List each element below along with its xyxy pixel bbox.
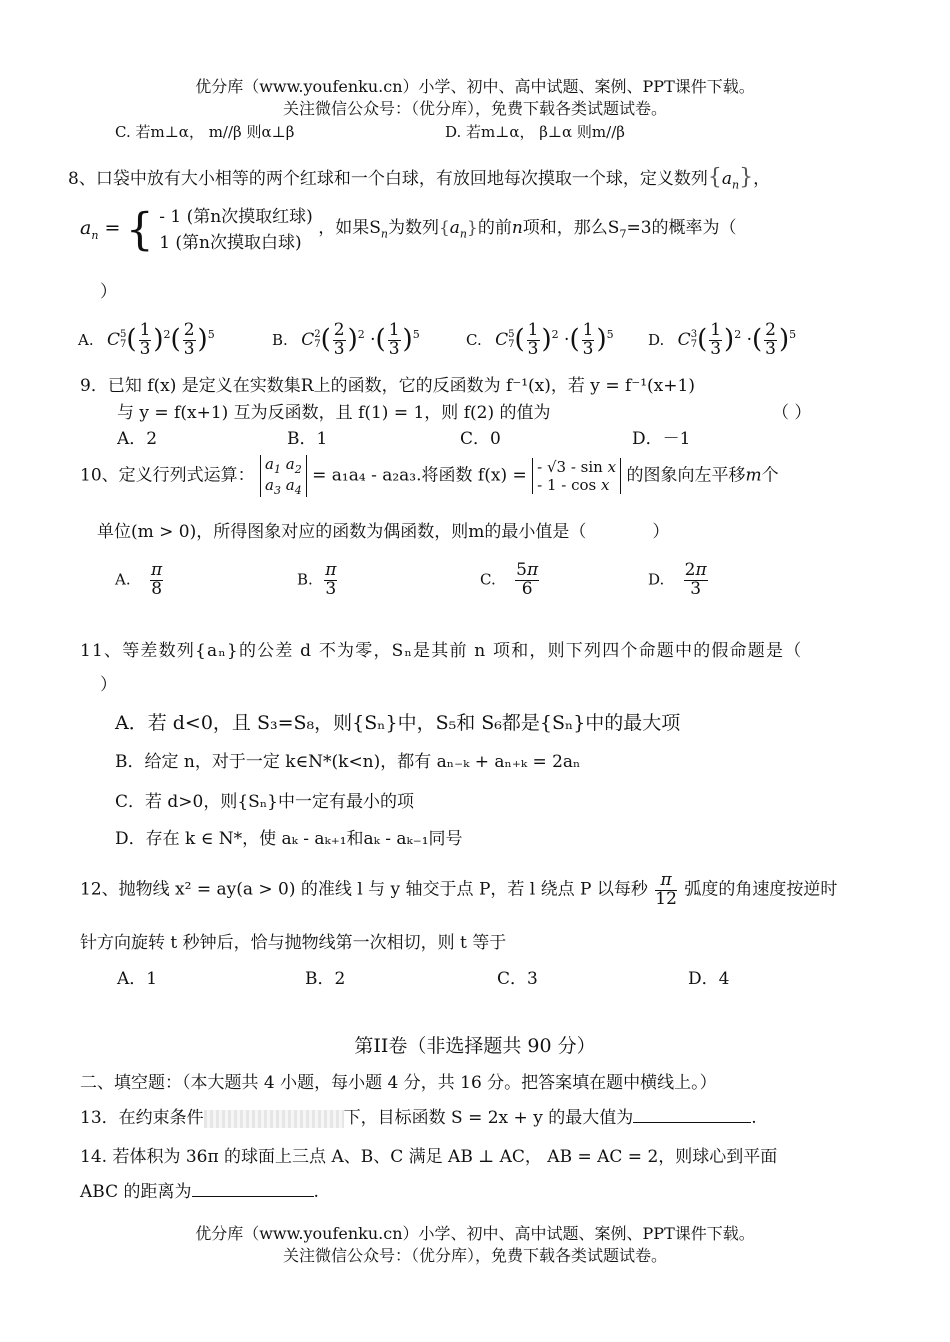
q12-option-c: C．3: [497, 969, 538, 989]
q12-line-1: 12、抛物线 x² = ay(a > 0) 的准线 l 与 y 轴交于点 P，若 l 绕点 P 以每秒 $\frac{\pi}{12}$ 弧度的角速度按逆时: [80, 870, 838, 909]
q11-option-a: A．若 d<0，且 S₃=S₈，则{Sₙ}中，S₅和 S₆都是{Sₙ}中的最大项: [115, 712, 681, 734]
q8-stem: 8、口袋中放有大小相等的两个红球和一个白球，有放回地每次摸取一个球，定义数列$\{a_n\}$，: [68, 165, 771, 192]
footer-line-2: 关注微信公众号：（优分库），免费下载各类试题试卷。: [282, 1246, 667, 1265]
constraint-image: [204, 1110, 344, 1128]
q8-option-b: B. C 2 7 ( $\frac{2}{3}$ )$^2$ ·( $\frac{1}{3}$ )$^5$: [272, 320, 420, 359]
q12-option-b: B．2: [305, 969, 346, 989]
q9-option-d: D．－1: [632, 429, 691, 449]
q11-option-c: C．若 d>0，则{Sₙ}中一定有最小的项: [115, 792, 414, 812]
q8-option-d: D. C 3 7 ( $\frac{1}{3}$ )$^2$ ·( $\frac{2}{3}$ )$^5$: [648, 320, 797, 359]
part2-title: 第II卷（非选择题共 90 分）: [354, 1035, 596, 1057]
q7-option-d: D. 若m⊥α， β⊥α 则m//β: [445, 123, 625, 141]
q12-line-2: 针方向旋转 t 秒钟后，恰与抛物线第一次相切，则 t 等于: [80, 933, 507, 953]
q8-option-c: C. C 5 7 ( $\frac{1}{3}$ )$^2$ ·( $\frac{1}{3}$ )$^5$: [466, 320, 614, 359]
q11-close-paren: ）: [100, 675, 117, 695]
q9-option-b: B．1: [287, 429, 328, 449]
q8-close-paren: ）: [100, 282, 117, 302]
q12-option-a: A．1: [117, 969, 158, 989]
part2-section-header: 二、填空题：（本大题共 4 小题，每小题 4 分，共 16 分。把答案填在题中横线上。）: [80, 1073, 717, 1093]
q10-option-d: D. $\frac{2\pi}{3}$: [648, 560, 707, 599]
q9-line-2: 与 y = f(x+1) 互为反函数，且 f(1) = 1，则 f(2) 的值为: [117, 403, 551, 423]
footer-line-1: 优分库（www.youfenku.cn）小学、初中、高中试题、案例、PPT课件下载。: [195, 1224, 755, 1243]
header-line-1: 优分库（www.youfenku.cn）小学、初中、高中试题、案例、PPT课件下载。: [195, 77, 755, 96]
q10-option-a: A. $\frac{\pi}{8}$: [115, 560, 163, 599]
q8-option-a: A. C 5 7 ( $\frac{1}{3}$ )$^2$( $\frac{2}{3}$ )$^5$: [78, 320, 215, 359]
q10-line-2: 单位(m > 0)，所得图象对应的函数为偶函数，则m的最小值是（ ）: [97, 522, 670, 542]
q9-option-a: A．2: [117, 429, 158, 449]
q9-line-1: 9．已知 f(x) 是定义在实数集R上的函数，它的反函数为 f⁻¹(x)，若 y = f⁻¹(x+1): [80, 376, 695, 396]
q11-stem: 11、等差数列{aₙ}的公差 d 不为零，Sₙ是其前 n 项和，则下列四个命题中的假命题是（: [80, 641, 803, 661]
q13-line: 13．在约束条件 下，目标函数 S = 2x + y 的最大值为 .: [80, 1108, 757, 1128]
header-line-2: 关注微信公众号：（优分库），免费下载各类试题试卷。: [282, 99, 667, 118]
q10-line-1: 10、定义行列式运算： $a_1$ $a_2$ $a_3$ $a_4$ = a₁a₄ - a₂a₃.将函数 f(x) = - √3 - sin x - 1 - cos x 的图象向左平移m个: [80, 455, 779, 498]
q14-line-1: 14. 若体积为 36π 的球面上三点 A、B、C 满足 AB ⊥ AC， AB = AC = 2，则球心到平面: [80, 1147, 778, 1167]
q8-definition: $a_n$ = { - 1 (第n次摸取红球) 1 (第n次摸取白球) ，如果$S_n$为数列$\{a_n\}$的前n项和，那么$S_7=3$的概率为（: [80, 204, 737, 256]
q9-paren: （ ）: [772, 403, 812, 423]
q10-option-b: B. $\frac{\pi}{3}$: [297, 560, 337, 599]
q10-option-c: C. $\frac{5\pi}{6}$: [480, 560, 539, 599]
q9-option-c: C．0: [460, 429, 501, 449]
q14-line-2: ABC 的距离为 .: [80, 1182, 319, 1202]
q11-option-b: B．给定 n，对于一定 k∈N*(k<n)，都有 aₙ₋ₖ + aₙ₊ₖ = 2aₙ: [115, 752, 581, 772]
q7-option-c: C. 若m⊥α， m//β 则α⊥β: [115, 123, 295, 141]
q11-option-d: D．存在 k ∈ N*，使 aₖ - aₖ₊₁和aₖ - aₖ₋₁同号: [115, 829, 463, 849]
q12-option-d: D．4: [688, 969, 730, 989]
